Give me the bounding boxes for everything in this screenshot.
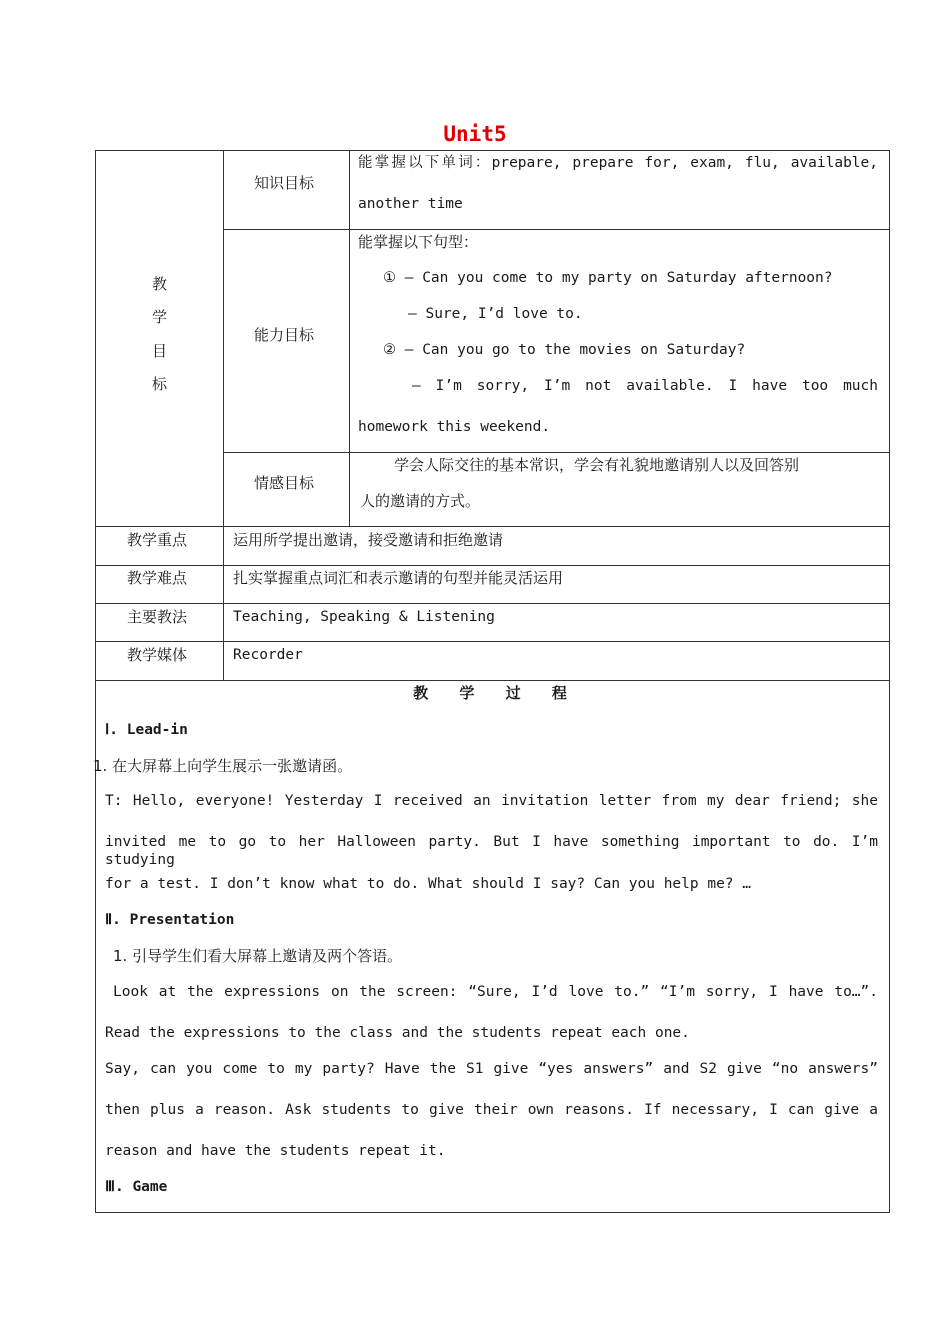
section-presentation-title: Ⅱ. Presentation — [105, 912, 235, 928]
presentation-para-line-2: Read the expressions to the class and the students repeat each one. — [105, 1025, 690, 1041]
objectives-side-label-1: 教 — [152, 275, 168, 293]
ability-sentence-1-question: ① — Can you come to my party on Saturday afternoon? — [383, 270, 833, 286]
key-points-label: 教学重点 — [127, 531, 188, 549]
objectives-side-label-4: 标 — [152, 375, 168, 393]
knowledge-line-1: 能掌握以下单词：prepare, prepare for, exam, flu, available, — [358, 155, 878, 171]
knowledge-line-2: another time — [358, 196, 463, 212]
ability-intro: 能掌握以下句型： — [358, 233, 479, 251]
section-lead-in-title: Ⅰ. Lead-in — [105, 722, 188, 738]
methods-label: 主要教法 — [127, 608, 188, 626]
emotion-line-1: 学会人际交往的基本常识，学会有礼貌地邀请别人以及回答别 — [394, 456, 800, 474]
ability-label: 能力目标 — [254, 326, 315, 344]
ability-sentence-2-question: ② — Can you go to the movies on Saturday? — [383, 342, 746, 358]
presentation-para-line-3: Say, can you come to my party? Have the S1 give “yes answers” and S2 give “no answers” — [105, 1061, 878, 1077]
objectives-side-label-3: 目 — [152, 342, 168, 360]
difficulties-value: 扎实掌握重点词汇和表示邀请的句型并能灵活运用 — [233, 569, 564, 587]
objectives-bottom-divider — [95, 526, 890, 527]
knowledge-row-divider — [223, 229, 889, 230]
knowledge-label: 知识目标 — [254, 174, 315, 192]
methods-value: Teaching, Speaking & Listening — [233, 609, 495, 625]
media-value: Recorder — [233, 647, 303, 663]
difficulties-label: 教学难点 — [127, 569, 188, 587]
presentation-para-line-4: then plus a reason. Ask students to give their own reasons. If necessary, I can give a — [105, 1102, 878, 1118]
process-heading: 教 学 过 程 — [413, 684, 567, 702]
section-game-title: Ⅲ. Game — [105, 1179, 168, 1195]
lead-in-para-line-3: for a test. I don’t know what to do. What should I say? Can you help me? … — [105, 876, 752, 892]
emotion-label: 情感目标 — [254, 474, 315, 492]
lead-in-item-1: 1. 在大屏幕上向学生展示一张邀请函。 — [93, 757, 353, 775]
presentation-item-1: 1. 引导学生们看大屏幕上邀请及两个答语。 — [113, 947, 403, 965]
row-divider-1 — [95, 565, 890, 566]
row-divider-4 — [95, 680, 890, 681]
ability-sentence-2-answer: — I’m sorry, I’m not available. I have too much — [412, 378, 878, 394]
media-label: 教学媒体 — [127, 646, 188, 664]
row-divider-3 — [95, 641, 890, 642]
ability-row-divider — [223, 452, 889, 453]
ability-sentence-2-answer-cont: homework this weekend. — [358, 419, 551, 435]
lead-in-para-line-1: T: Hello, everyone! Yesterday I received an invitation letter from my dear friend; she — [105, 793, 878, 809]
row-divider-2 — [95, 603, 890, 604]
emotion-line-2: 人的邀请的方式。 — [360, 492, 481, 510]
ability-sentence-1-answer: — Sure, I’d love to. — [408, 306, 583, 322]
objectives-col-divider-2 — [349, 150, 350, 526]
presentation-para-line-1: Look at the expressions on the screen: “Sure, I’d love to.” “I’m sorry, I have to…”. — [113, 984, 878, 1000]
objectives-side-label-2: 学 — [152, 308, 168, 326]
page-title: Unit5 — [443, 122, 507, 146]
key-points-value: 运用所学提出邀请，接受邀请和拒绝邀请 — [233, 531, 504, 549]
lead-in-para-line-2: invited me to go to her Halloween party. But I have something important to do. I’m studying — [105, 834, 878, 868]
presentation-para-line-5: reason and have the students repeat it. — [105, 1143, 446, 1159]
